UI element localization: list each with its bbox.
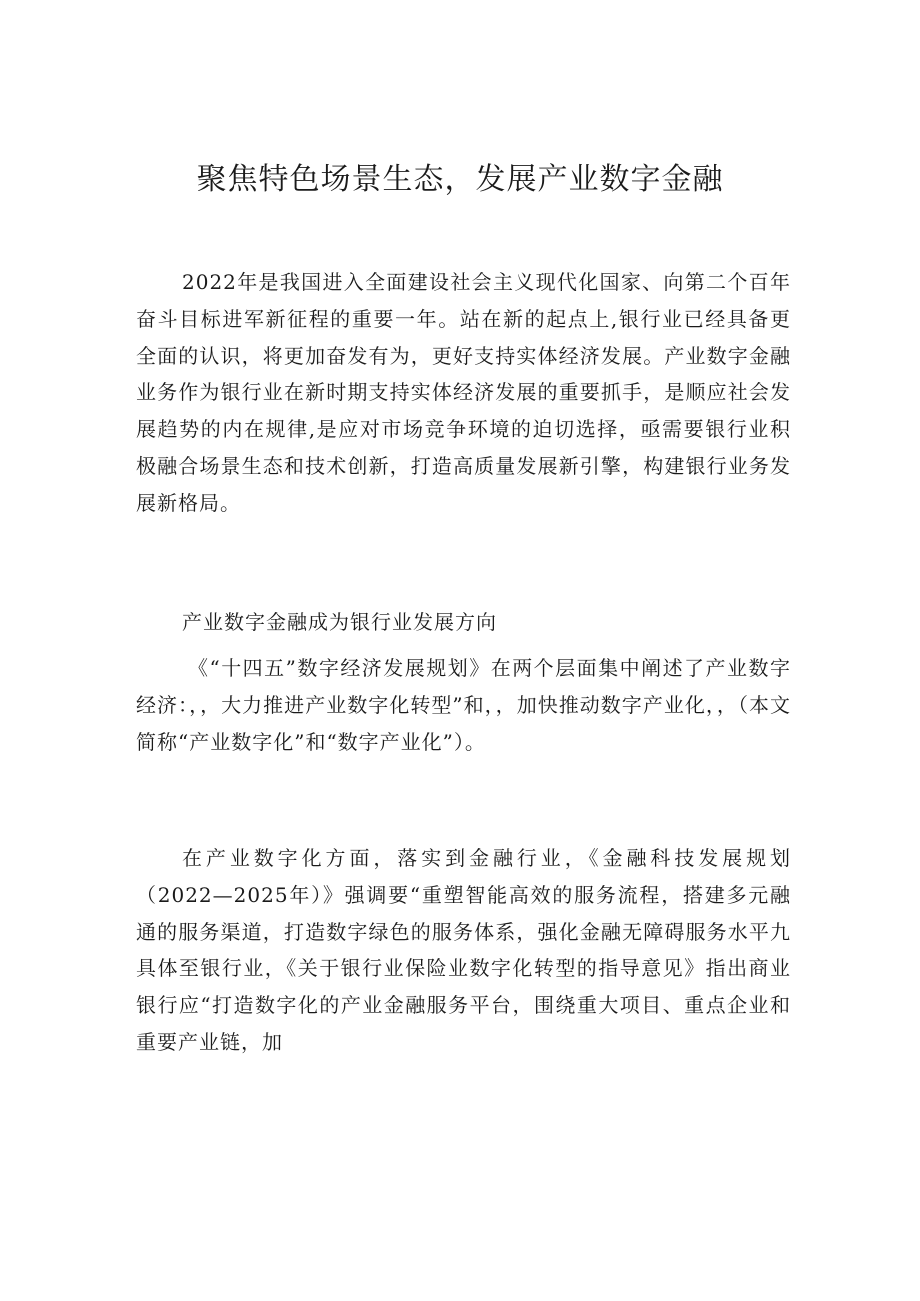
finance-paragraph: 在产业数字化方面，落实到金融行业，《金融科技发展规划（2022—2025年）》强调要“重塑智能高效的服务流程，搭建多元融通的服务渠道，打造数字绿色的服务体系，强化金融无障碍服务水平九具体至银行业，《关于银行业保险业数字化转型的指导意见》指出商业银行应“打造数字化的产业金融服务平台，围绕重大项目、重点企业和重要产业链，加 <box>136 846 791 1054</box>
section-heading: 产业数字金融成为银行业发展方向 <box>182 610 497 634</box>
document-title: 聚焦特色场景生态，发展产业数字金融 <box>196 162 724 197</box>
planning-paragraph: 《“十四五”数字经济发展规划》在两个层面集中阐述了产业数字经济：，，大力推进产业数字化转型”和，，加快推动数字产业化，，（本文简称“产业数字化”和“数字产业化”）。 <box>136 656 791 754</box>
intro-paragraph: 2022年是我国进入全面建设社会主义现代化国家、向第二个百年奋斗目标进军新征程的重要一年。站在新的起点上,银行业已经具备更全面的认识，将更加奋发有为，更好支持实体经济发展。产业数字金融业务作为银行业在新时期支持实体经济发展的重要抓手，是顺应社会发展趋势的内在规律,是应对市场竞争环境的迫切选择，亟需要银行业积极融合场景生态和技术创新，打造高质量发展新引擎，构建银行业务发展新格局。 <box>136 270 791 515</box>
